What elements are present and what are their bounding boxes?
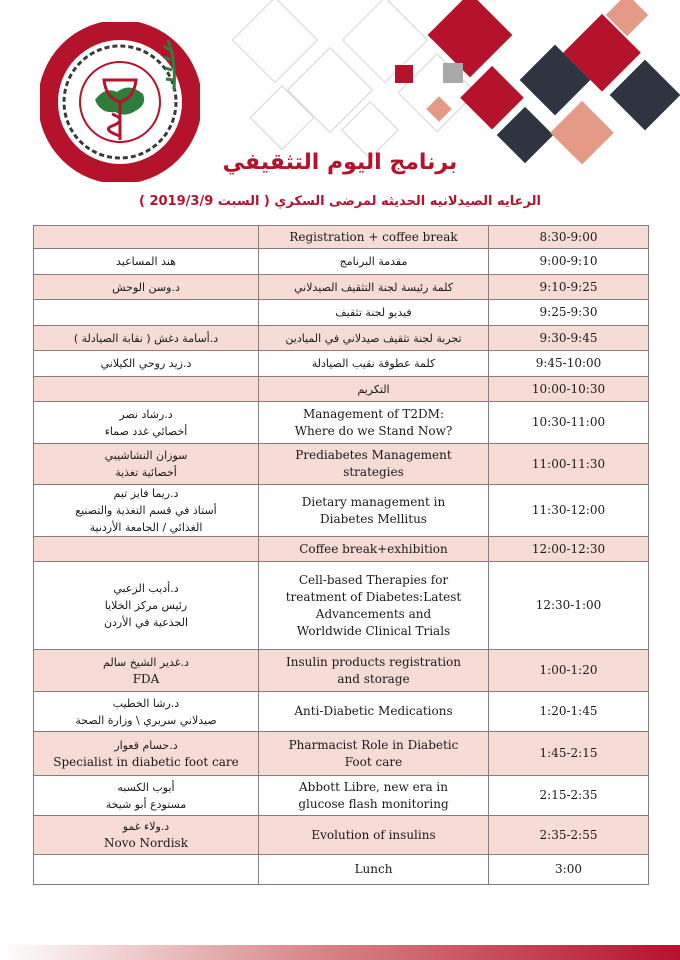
speaker-cell-line: أخصائية تغذية	[115, 466, 177, 479]
speaker-cell	[34, 816, 259, 855]
speaker-cell-line: مستودع أبو شيخة	[105, 797, 187, 811]
topic-cell-line: Worldwide Clinical Trials	[296, 623, 451, 638]
time-cell: 12:30-1:00	[489, 562, 649, 650]
schedule-row	[34, 562, 649, 650]
speaker-cell-line: أستاذ في قسم التغذية والتصنيع	[75, 504, 217, 517]
schedule-row	[34, 275, 649, 300]
topic-cell-line: Cell-based Therapies for	[298, 572, 449, 587]
time-cell: 1:20-1:45	[489, 692, 649, 732]
topic-cell-line: Pharmacist Role in Diabetic	[288, 737, 459, 752]
schedule-row	[34, 537, 649, 562]
speaker-cell	[34, 692, 259, 732]
topic-cell-line: Insulin products registration	[286, 654, 461, 669]
speaker-cell-line: د.غدير الشيخ سالم	[103, 655, 189, 669]
topic-cell	[259, 562, 489, 650]
speaker-cell	[34, 351, 259, 377]
speaker-cell	[34, 537, 259, 562]
topic-cell-line: Abbott Libre, new era in	[299, 779, 448, 794]
topic-cell	[259, 732, 489, 776]
topic-cell	[259, 326, 489, 351]
speaker-cell-line: د.حسام قعوار	[114, 738, 178, 752]
speaker-cell	[34, 444, 259, 485]
time-cell: 9:00-9:10	[489, 249, 649, 275]
topic-cell	[259, 300, 489, 326]
topic-cell-line: Advancements and	[315, 606, 432, 621]
time-cell: 12:00-12:30	[489, 537, 649, 562]
speaker-cell	[34, 275, 259, 300]
time-cell: 9:25-9:30	[489, 300, 649, 326]
topic-cell	[259, 275, 489, 300]
time-cell: 10:00-10:30	[489, 377, 649, 402]
speaker-cell	[34, 485, 259, 537]
speaker-cell-line: الغذائي / الجامعة الأردنية	[89, 521, 203, 534]
speaker-cell-line: صيدلاني سريري \ وزارة الصحة	[75, 713, 217, 727]
time-cell: 3:00	[489, 855, 649, 885]
topic-cell-line: كلمة عطوفة نقيب الصيادلة	[311, 357, 436, 370]
topic-cell-line: Dietary management in	[301, 494, 446, 509]
topic-cell	[259, 444, 489, 485]
time-cell: 8:30-9:00	[489, 226, 649, 249]
time-cell: 11:30-12:00	[489, 485, 649, 537]
schedule-row	[34, 326, 649, 351]
schedule-table	[33, 225, 649, 885]
topic-cell-line: and storage	[337, 671, 410, 686]
topic-cell-line: التكريم	[357, 382, 390, 396]
time-cell: 10:30-11:00	[489, 402, 649, 444]
speaker-cell-line: د.أديب الزعبي	[113, 582, 179, 595]
time-cell: 2:15-2:35	[489, 776, 649, 816]
schedule-row	[34, 485, 649, 537]
speaker-cell	[34, 562, 259, 650]
speaker-cell-line: د.أسامة دغش ( نقابة الصيادلة )	[73, 331, 219, 345]
speaker-cell-line: أيوب الكسبه	[117, 780, 175, 794]
program-title: برنامج اليوم التثقيفي	[222, 150, 458, 175]
speaker-cell	[34, 855, 259, 885]
footer-decoration	[0, 945, 680, 960]
time-cell: 1:45-2:15	[489, 732, 649, 776]
topic-cell-line: Diabetes Mellitus	[320, 511, 427, 526]
time-cell: 9:45-10:00	[489, 351, 649, 377]
speaker-cell-line: أخصائي غدد صماء	[104, 424, 188, 438]
speaker-cell-line: د.ولاء غمو	[122, 820, 170, 833]
topic-cell-line: glucose flash monitoring	[298, 796, 449, 811]
time-cell: 2:35-2:55	[489, 816, 649, 855]
speaker-cell-line: FDA	[132, 671, 160, 686]
topic-cell	[259, 377, 489, 402]
topic-cell-line: treatment of Diabetes:Latest	[285, 589, 462, 604]
schedule-row	[34, 776, 649, 816]
speaker-cell	[34, 300, 259, 326]
speaker-cell	[34, 249, 259, 275]
topic-cell	[259, 650, 489, 692]
schedule-row	[34, 226, 649, 249]
topic-cell	[259, 855, 489, 885]
topic-cell	[259, 485, 489, 537]
schedule-row	[34, 732, 649, 776]
speaker-cell	[34, 377, 259, 402]
schedule-row	[34, 377, 649, 402]
topic-cell-line: مقدمة البرنامج	[339, 255, 408, 268]
program-subtitle: الرعايه الصيدلانيه الحديثه لمرضى السكري ( السبت 2019/3/9 )	[139, 194, 541, 209]
topic-cell-line: strategies	[343, 465, 404, 479]
speaker-cell-line: Novo Nordisk	[104, 836, 188, 850]
topic-cell	[259, 249, 489, 275]
speaker-cell	[34, 650, 259, 692]
speaker-cell	[34, 326, 259, 351]
topic-cell	[259, 351, 489, 377]
topic-cell-line: Lunch	[354, 862, 393, 876]
topic-cell	[259, 402, 489, 444]
time-cell: 9:10-9:25	[489, 275, 649, 300]
speaker-cell	[34, 226, 259, 249]
schedule-row	[34, 855, 649, 885]
schedule-row	[34, 692, 649, 732]
topic-cell-line: Where do we Stand Now?	[294, 423, 453, 438]
time-cell: 9:30-9:45	[489, 326, 649, 351]
topic-cell-line: Registration + coffee break	[289, 229, 458, 244]
topic-cell	[259, 776, 489, 816]
speaker-cell-line: د.رشا الخطيب	[112, 696, 180, 710]
speaker-cell	[34, 732, 259, 776]
time-cell: 11:00-11:30	[489, 444, 649, 485]
speaker-cell-line: الجذعية في الأردن	[103, 616, 189, 629]
schedule-row	[34, 402, 649, 444]
topic-cell	[259, 226, 489, 249]
speaker-cell-line: د.ريما فايز تيم	[113, 487, 179, 500]
topic-cell-line: Prediabetes Management	[295, 448, 452, 462]
topic-cell	[259, 816, 489, 855]
topic-cell-line: كلمة رئيسة لجنة التثقيف الصيدلاني	[293, 280, 454, 294]
speaker-cell-line: هند المساعيد	[116, 255, 176, 268]
schedule-row	[34, 351, 649, 377]
topic-cell	[259, 692, 489, 732]
speaker-cell-line: Specialist in diabetic foot care	[53, 754, 239, 769]
schedule-row	[34, 816, 649, 855]
speaker-cell-line: د.زيد روحي الكيلاني	[100, 357, 192, 370]
topic-cell-line: Management of T2DM:	[302, 406, 445, 421]
topic-cell	[259, 537, 489, 562]
schedule-row	[34, 650, 649, 692]
schedule-row	[34, 300, 649, 326]
speaker-cell	[34, 402, 259, 444]
time-cell: 1:00-1:20	[489, 650, 649, 692]
topic-cell-line: Anti-Diabetic Medications	[294, 704, 453, 718]
topic-cell-line: تجربة لجنة تثقيف صيدلاني في الميادين	[285, 331, 462, 345]
schedule-row	[34, 444, 649, 485]
schedule-row	[34, 249, 649, 275]
speaker-cell-line: د.رشاد نصر	[119, 407, 173, 421]
speaker-cell-line: سوزان النشاشيبي	[104, 449, 188, 462]
speaker-cell-line: رئيس مركز الخلايا	[104, 599, 188, 612]
speaker-cell-line: د.وسن الوحش	[112, 280, 180, 294]
topic-cell-line: فيديو لجنة تثقيف	[335, 306, 412, 319]
topic-cell-line: Evolution of insulins	[311, 827, 436, 842]
topic-cell-line: Foot care	[344, 754, 403, 769]
topic-cell-line: Coffee break+exhibition	[299, 541, 448, 556]
speaker-cell	[34, 776, 259, 816]
